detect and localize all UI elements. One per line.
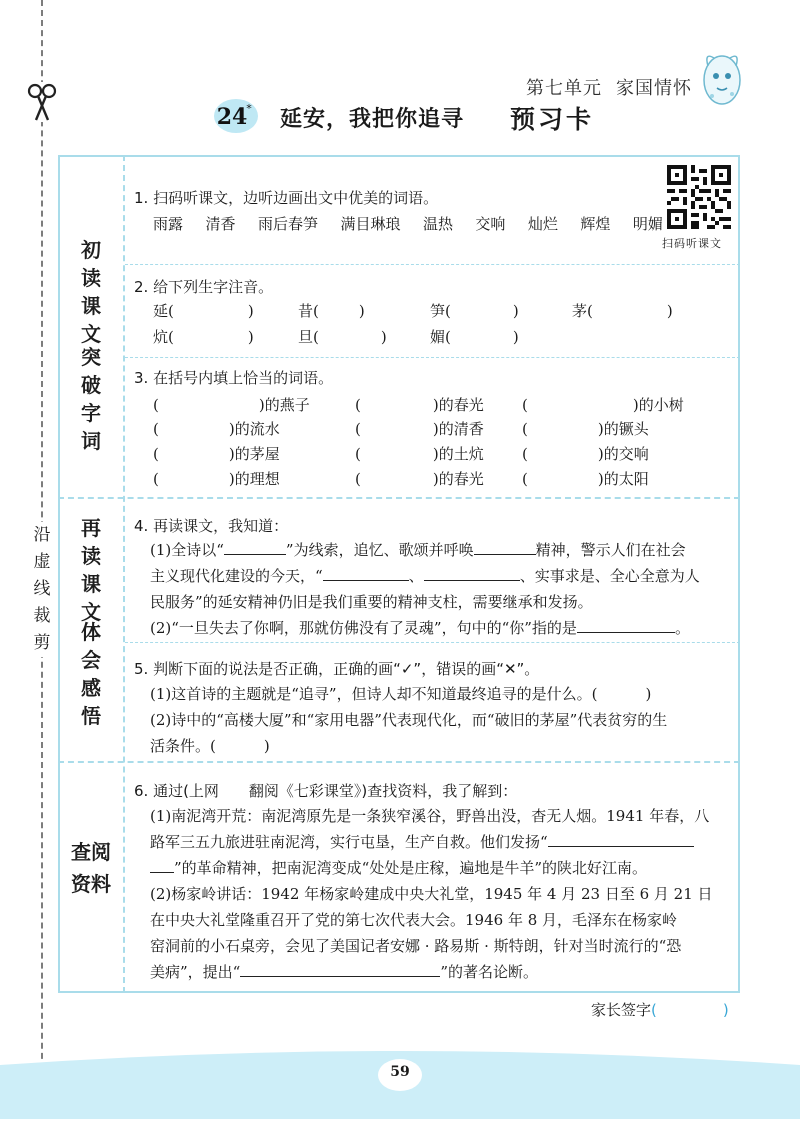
card-label: 预习卡 <box>510 105 595 134</box>
q6-research: (1)南泥湾开荒：南泥湾原先是一条狭窄溪谷，野兽出没，杳无人烟。1941 年春，八 路军三五九旅进驻南泥湾，实行屯垦，生产自救。他们发扬“ ”的革命精神，把南泥湾变成“处处是庄稼，遍地是牛羊”的陕北好江南。 (2)杨家岭讲话：1942 年杨家岭建成中央大礼堂，1945 年 4 月 23 日至 6 月 21 日 在中央大礼堂隆重召开了党的第七次代表大会。1946 年 8 月，毛泽东在杨家岭 窑洞前的小石桌旁，会见了美国记者安娜 · 路易斯 · 斯特朗，针对当时流行的“恐 美病”，提出“ ”的著名论断。 <box>150 807 713 981</box>
answer-blank[interactable] <box>224 539 286 555</box>
section-name-first-reading: 初 读 课 文 <box>81 238 101 346</box>
q6-title: 6. 通过(上网 翻阅《七彩课堂》)查找资料，我了解到： <box>134 782 518 800</box>
answer-blank[interactable] <box>150 857 174 873</box>
q2-row: 旦( ) <box>298 328 387 346</box>
word: 交响 <box>475 215 506 233</box>
lesson-number-badge <box>212 97 260 135</box>
q4-part1: (1)全诗以“ ”为线索，追忆、歌颂并呼唤 精神，警示人们在社会 主义现代化建设的今天，“ 、 、实事求是、全心全意为人 民服务”的延安精神仍旧是我们重要的精神支柱，需要继承和发扬。 (2)“一旦失去了你啊，那就仿佛没有了灵魂”，句中的“你”指的是 。 <box>150 541 700 637</box>
section-subname-materials: 资料 <box>71 872 111 896</box>
word: 辉煌 <box>580 215 611 233</box>
word: 温热 <box>422 215 453 233</box>
q3-title: 3. 在括号内填上恰当的词语。 <box>134 369 334 387</box>
q3-row: ( )的理想 <box>153 470 280 488</box>
q3-row: ( )的土炕 <box>355 445 484 463</box>
section-name-second-reading: 再 读 课 文 <box>81 516 101 624</box>
q3-row: ( )的小树 <box>522 396 684 414</box>
signature-field[interactable] <box>657 1000 723 1015</box>
q1-word-list <box>153 213 663 234</box>
q2-row: 茅( ) <box>572 302 673 320</box>
parent-signature: 家长签字( ) <box>591 1001 729 1019</box>
question-divider <box>125 642 740 643</box>
q2-title: 2. 给下列生字注音。 <box>134 278 274 296</box>
word: 满目琳琅 <box>340 215 401 233</box>
section-divider <box>58 497 740 499</box>
answer-blank[interactable] <box>424 565 520 581</box>
q2-row: 昔( ) <box>298 302 365 320</box>
section-column-divider <box>123 155 125 993</box>
question-divider <box>125 357 740 358</box>
q3-row: ( )的清香 <box>355 420 484 438</box>
mascot-illustration <box>692 44 752 110</box>
answer-blank[interactable] <box>577 617 675 633</box>
qr-code[interactable] <box>667 165 731 229</box>
q5-title: 5. 判断下面的说法是否正确，正确的画“✓”，错误的画“✕”。 <box>134 660 540 678</box>
unit-heading <box>526 74 692 100</box>
lesson-title: 延安，我把你追寻 <box>280 107 465 132</box>
section-subname-feelings: 体 会 感 悟 <box>81 620 101 728</box>
q3-row: ( )的燕子 <box>153 396 310 414</box>
lesson-number: 24 <box>216 104 248 130</box>
q2-row: 笋( ) <box>430 302 519 320</box>
word: 雨后春笋 <box>257 215 318 233</box>
q3-row: ( )的太阳 <box>522 470 649 488</box>
q3-row: ( )的春光 <box>355 470 484 488</box>
answer-blank[interactable] <box>548 831 694 847</box>
q2-row: 炕( ) <box>153 328 254 346</box>
q3-row: ( )的春光 <box>355 396 484 414</box>
section-name-research: 查阅 <box>71 840 111 864</box>
unit-theme: 家国情怀 <box>616 78 692 99</box>
section-divider <box>58 761 740 763</box>
q3-row: ( )的流水 <box>153 420 280 438</box>
q4-title: 4. 再读课文，我知道： <box>134 517 289 535</box>
answer-blank[interactable] <box>323 565 409 581</box>
q5-items: (1)这首诗的主题就是“追寻”，但诗人却不知道最终追寻的是什么。( ) (2)诗中的“高楼大厦”和“家用电器”代表现代化，而“破旧的茅屋”代表贫穷的生 活条件。( ) <box>150 685 668 755</box>
answer-blank[interactable] <box>474 539 536 555</box>
q2-row: 媚( ) <box>430 328 519 346</box>
q3-row: ( )的交响 <box>522 445 649 463</box>
section-subname-words: 突 破 字 词 <box>81 345 101 453</box>
word: 明媚 <box>632 215 663 233</box>
q3-row: ( )的茅屋 <box>153 445 280 463</box>
word: 清香 <box>205 215 236 233</box>
q3-row: ( )的镢头 <box>522 420 649 438</box>
word: 雨露 <box>153 215 184 233</box>
page-footer-band <box>0 1045 800 1119</box>
page-number: 59 <box>390 1064 410 1080</box>
scissors-icon <box>26 82 58 122</box>
answer-blank[interactable] <box>240 961 440 977</box>
q1-title: 1. 扫码听课文，边听边画出文中优美的词语。 <box>134 189 439 207</box>
cut-instruction: 沿 虚 线 裁 剪 <box>30 522 54 657</box>
unit-label: 第七单元 <box>526 78 602 99</box>
qr-caption: 扫码听课文 <box>662 237 722 250</box>
lesson-mark: * <box>246 102 252 115</box>
q2-row: 延( ) <box>153 302 254 320</box>
question-divider <box>125 264 740 265</box>
word: 灿烂 <box>527 215 558 233</box>
